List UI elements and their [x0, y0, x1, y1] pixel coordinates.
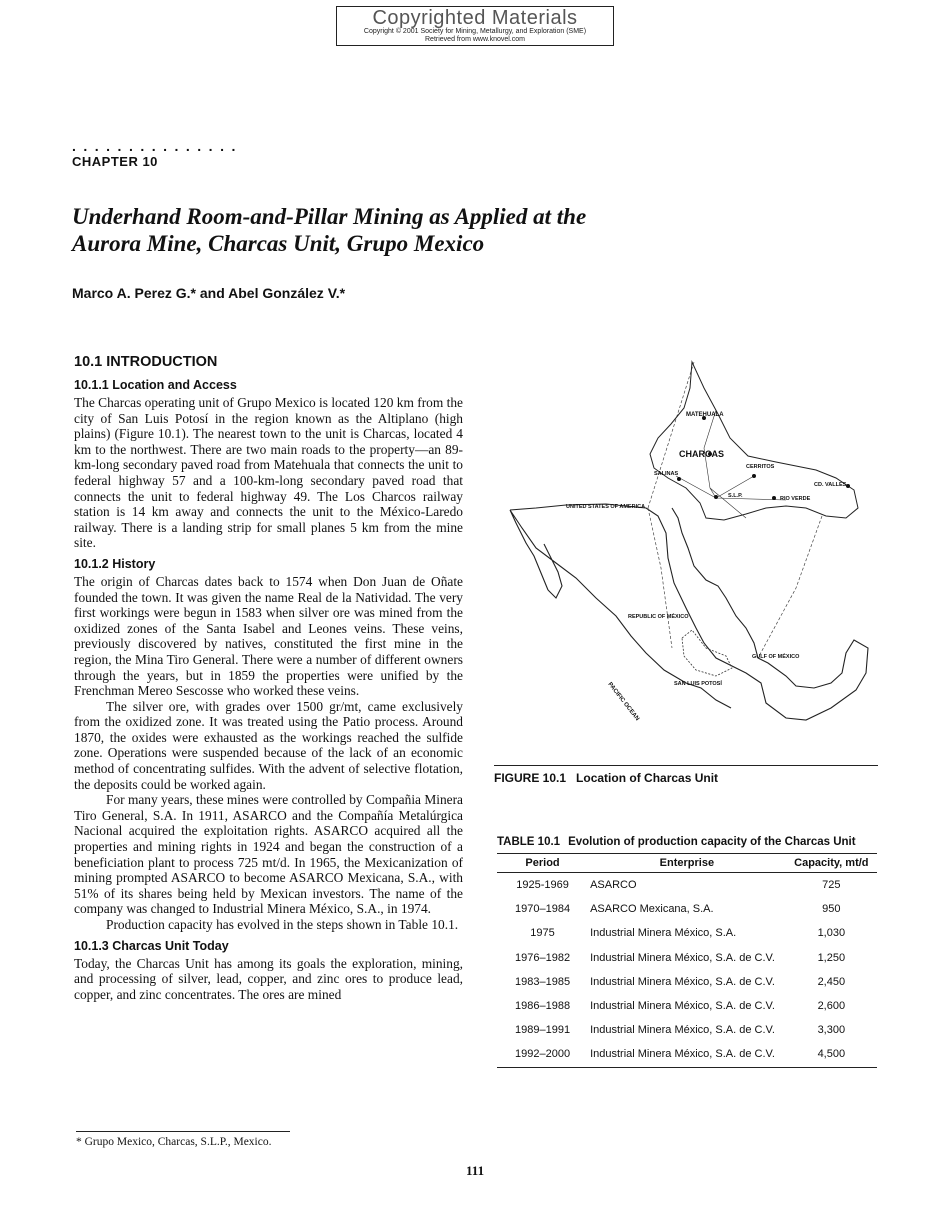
- subsection-heading-history: 10.1.2 History: [74, 556, 156, 571]
- table-row: [497, 1018, 877, 1042]
- cell-period: 1983–1985: [515, 975, 571, 988]
- copyright-watermark: [336, 6, 614, 46]
- cell-capacity: 1,030: [817, 927, 846, 940]
- paragraph-history-1: The origin of Charcas dates back to 1574 when Don Juan de Oñate founded the town. It was given the name Real de la Natividad. The very first workings were begun in 1583 when silver ore was mined from the oxidized zones of the Santa Isabel and Leones veins. These veins, previously discovered by natives, constituted the first mine in the region, the Mina Tiro General. There were a number of different owners through the years, but in 1859 the properties were unified by the Frenchman Mereo Sescosse who worked these veins.: [74, 573, 463, 699]
- cell-period: 1976–1982: [515, 951, 571, 964]
- table-label: TABLE 10.1: [497, 836, 561, 848]
- label-gulf-mexico: GULF OF MÉXICO: [752, 654, 800, 660]
- cell-period: 1989–1991: [515, 1024, 571, 1037]
- subsection-heading-location: 10.1.1 Location and Access: [74, 378, 237, 392]
- cell-enterprise: Industrial Minera México, S.A. de C.V.: [588, 1042, 786, 1067]
- figure-caption-text: Location of Charcas Unit: [576, 771, 719, 785]
- label-san-luis-potosi: SAN LUIS POTOSÍ: [674, 681, 722, 687]
- table-row: [497, 994, 877, 1018]
- header-period: Period: [497, 854, 588, 873]
- cell-capacity: 2,450: [817, 975, 846, 988]
- paragraph-history-3: For many years, these mines were controlled by Compañia Minera Tiro General, S.A. In 1911, ASARCO and the Compañía Metalúrgica Nacional acquired the exploitation rights. ASARCO acquired all the properties and mining rights in 1924 and began the construction of a beneficiation plant to process 725 mt/d. In 1965, the Mexicanization of mining prompted ASARCO to become ASARCO Mexicana, S.A., with 51% of its shares being held by Mexican investors. The name of the company was changed to Industrial Minera México, S.A., in 1974.: [74, 792, 463, 917]
- table-caption: [497, 836, 856, 848]
- authors-text: Marco A. Perez G.* and Abel González V.*: [72, 285, 346, 301]
- label-cd-valles: CD. VALLES: [814, 482, 847, 488]
- subsection-heading-charcas-today: 10.1.3 Charcas Unit Today: [74, 938, 229, 953]
- cell-capacity: 3,300: [817, 1024, 846, 1037]
- label-usa: UNITED STATES OF AMERICA: [566, 504, 646, 510]
- cell-enterprise: Industrial Minera México, S.A. de C.V.: [590, 1000, 775, 1013]
- figure-caption: [494, 771, 718, 785]
- watermark-line-2: Retrieved from www.knovel.com: [425, 36, 525, 43]
- cell-capacity: 950: [822, 903, 841, 916]
- cell-period: 1986–1988: [515, 1000, 571, 1013]
- paragraph-history-4: Production capacity has evolved in the steps shown in Table 10.1.: [106, 917, 459, 932]
- table-row: [497, 1042, 877, 1067]
- table-row: [497, 921, 877, 945]
- table-row: [497, 970, 877, 994]
- footnote: * Grupo Mexico, Charcas, S.L.P., Mexico.: [76, 1136, 272, 1148]
- label-salinas: SALINAS: [654, 471, 679, 477]
- cell-period: 1925-1969: [516, 879, 569, 892]
- section-heading-introduction: 10.1 INTRODUCTION: [74, 354, 218, 370]
- cell-enterprise: ASARCO: [590, 879, 637, 892]
- table-header-row: [497, 854, 877, 873]
- table-caption-text: Evolution of production capacity of the Charcas Unit: [568, 836, 856, 848]
- header-capacity: Capacity, mt/d: [786, 854, 877, 873]
- label-republic-mexico: REPUBLIC OF MÉXICO: [628, 614, 689, 620]
- label-rio-verde: RIO VERDE: [780, 496, 811, 502]
- paragraph-charcas-today: Today, the Charcas Unit has among its goals the exploration, mining, and processing of silver, lead, copper, and zinc ores to produce lead, copper, and zinc concentrates. The ores are mined: [74, 955, 463, 1002]
- watermark-line-1: Copyright © 2001 Society for Mining, Metallurgy, and Exploration (SME): [363, 28, 587, 35]
- left-column: [74, 354, 463, 1002]
- cell-enterprise: Industrial Minera México, S.A. de C.V.: [590, 1024, 775, 1037]
- cell-period: 1970–1984: [515, 903, 571, 916]
- slp-inset-outline: [650, 362, 858, 520]
- paragraph-location: The Charcas operating unit of Grupo Mexico is located 120 km from the city of San Luis Potosí in the region known as the Altiplano (high plains) (Figure 10.1). The nearest town to the unit is Charcas, located 4 km to the northwest. There are two main roads to the property—an 89-km-long secondary paved road from Matehuala that connects the unit to federal highway 57 and a 100-km-long secondary paved road that connects the unit to federal highway 49. The Los Charcos railway station is 14 km away and connects the unit to the México-Laredo railway. There is a landing strip for small planes 5 km from the mine site.: [74, 395, 463, 551]
- authors: [72, 285, 345, 301]
- paragraph-history-2: The silver ore, with grades over 1500 gr/mt, came exclusively from the oxidized zone. It was treated using the Patio process. Around 1870, the oxides were exhausted as the workings reached the sulfide zone. Operations were suspended because of the lack of an economic method of concentrating sulfides. With the advent of selective flotation, the deposits could be worked again.: [74, 698, 463, 792]
- figure-rule: [494, 765, 878, 766]
- map-svg: [496, 358, 880, 760]
- label-slp: S.L.P.: [728, 493, 743, 499]
- cell-enterprise: Industrial Minera México, S.A. de C.V.: [590, 975, 775, 988]
- chapter-dots: ...............: [72, 138, 243, 154]
- cell-period: 1975: [530, 927, 555, 940]
- table-row: [497, 873, 877, 898]
- label-charcas: CHARCAS: [679, 449, 724, 459]
- page-number: 111: [466, 1163, 485, 1178]
- cell-enterprise: Industrial Minera México, S.A. de C.V.: [590, 951, 775, 964]
- cell-enterprise: Industrial Minera México, S.A.: [590, 927, 737, 940]
- label-matehuala: MATEHUALA: [686, 412, 724, 418]
- cell-period: 1992–2000: [497, 1042, 588, 1067]
- cell-capacity: 1,250: [817, 951, 846, 964]
- cell-capacity: 2,600: [817, 1000, 846, 1013]
- figure-label: FIGURE 10.1: [494, 771, 567, 785]
- table-row: [497, 946, 877, 970]
- cell-enterprise: ASARCO Mexicana, S.A.: [590, 903, 714, 916]
- location-map: [496, 358, 880, 760]
- table-row: [497, 897, 877, 921]
- chapter-title: Underhand Room-and-Pillar Mining as Applied at the Aurora Mine, Charcas Unit, Grupo Mexico: [72, 204, 587, 256]
- header-enterprise: Enterprise: [588, 854, 786, 873]
- label-pacific-ocean: PACIFIC OCEAN: [606, 681, 641, 723]
- cell-capacity: 4,500: [786, 1042, 877, 1067]
- production-capacity-table: [497, 853, 877, 1068]
- slp-state-hatch: [682, 630, 732, 676]
- chapter-label: CHAPTER 10: [72, 154, 158, 169]
- cell-capacity: 725: [822, 879, 841, 892]
- watermark-title: Copyrighted Materials: [372, 7, 578, 29]
- label-cerritos: CERRITOS: [746, 464, 775, 470]
- footnote-rule: [76, 1131, 290, 1132]
